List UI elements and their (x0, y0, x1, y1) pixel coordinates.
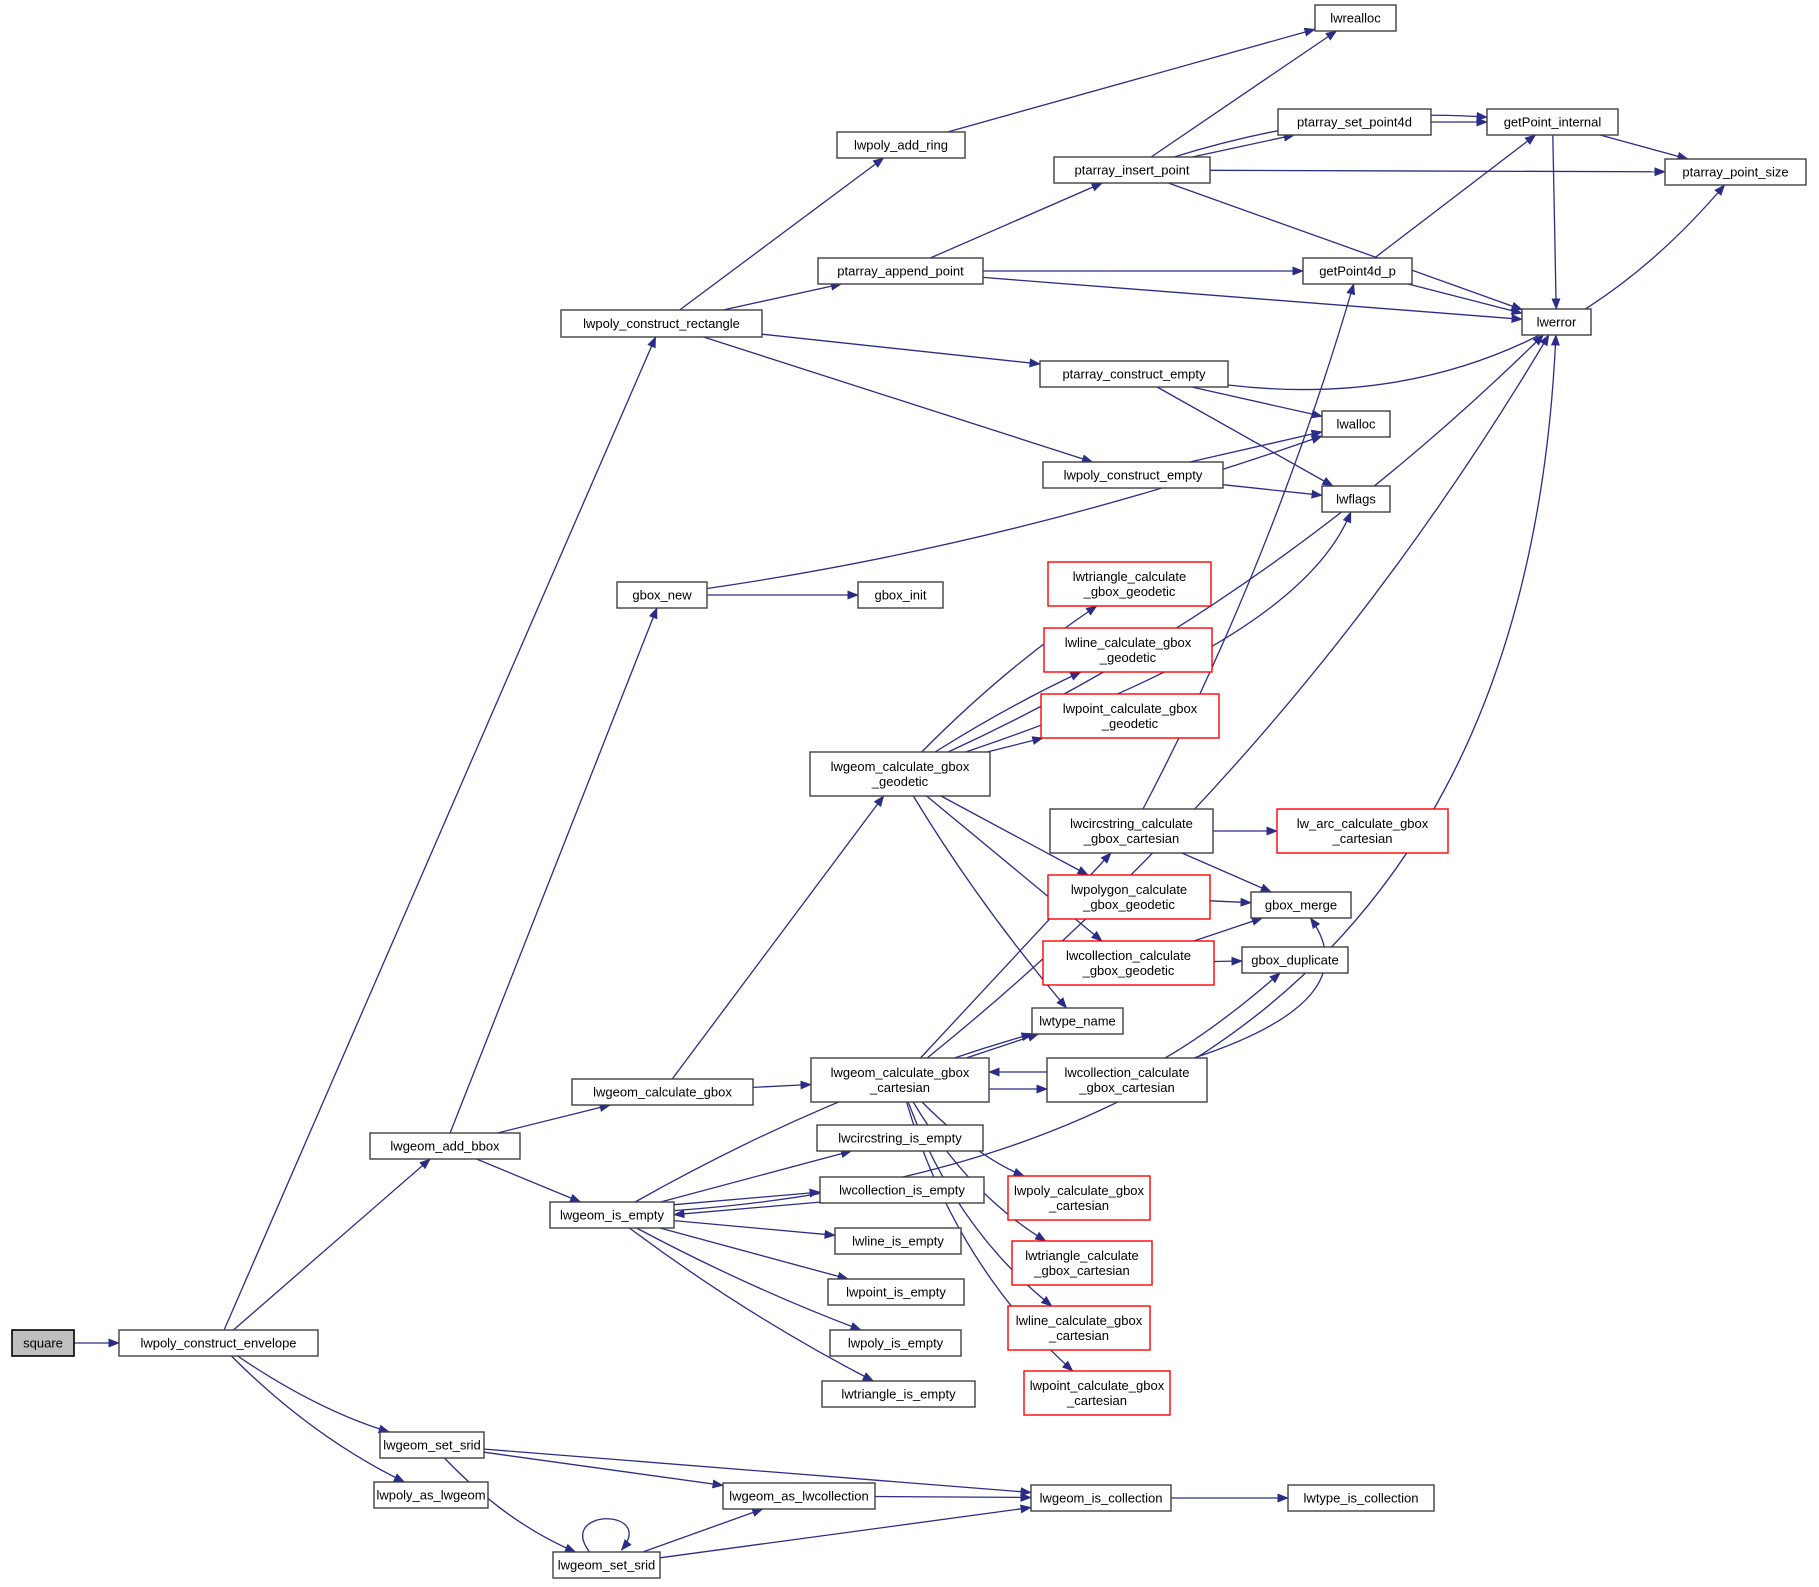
edge-lwgeom_as_lwcollection-to-lwgeom_is_collection (875, 1497, 1031, 1498)
edge-ptarray_construct_empty-to-lwalloc (1192, 387, 1322, 416)
node-label-ptarray_append_point: ptarray_append_point (837, 263, 964, 279)
edge-lwpolygon_calculate_gbox_geodetic-to-gbox_merge (1210, 901, 1251, 903)
edge-lwgeom_calculate_gbox_geodetic-to-lwpoint_calculate_gbox_geodetic (987, 738, 1043, 752)
node-lwtype_is_collection[interactable] (1288, 1485, 1434, 1511)
node-lwline_is_empty[interactable] (835, 1228, 961, 1254)
node-label-lwpolygon_calculate_gbox_geodetic: lwpolygon_calculate _gbox_geodetic (1070, 882, 1188, 912)
node-label-getPoint_internal: getPoint_internal (1503, 114, 1602, 130)
edge-ptarray_append_point-to-lwerror (983, 277, 1522, 319)
node-lwpoly_as_lwgeom[interactable] (374, 1482, 488, 1508)
edge-lwpoly_construct_rectangle-to-ptarray_append_point (723, 284, 841, 310)
edge-lwcollection_calculate_gbox_cartesian-to-gbox_merge (1194, 918, 1326, 1058)
edge-lwgeom_calculate_gbox_geodetic-to-lwerror (948, 335, 1543, 752)
node-label-lwgeom_is_empty: lwgeom_is_empty (559, 1207, 665, 1223)
edge-lwgeom_set_srid-to-lwgeom_as_lwcollection (484, 1452, 723, 1485)
node-lwgeom_set_srid[interactable] (380, 1432, 484, 1458)
node-lwgeom_is_collection[interactable] (1031, 1485, 1171, 1511)
node-label-square: square (23, 1335, 63, 1351)
node-lw_arc_calculate_gbox_cartesian[interactable] (1277, 809, 1448, 853)
edge-lwpoly_construct_empty-to-lwflags (1223, 485, 1322, 496)
node-label-lwpoly_is_empty: lwpoly_is_empty (847, 1335, 944, 1351)
edge-lwcollection_calculate_gbox_cartesian-to-gbox_duplicate (1165, 973, 1280, 1058)
node-label-gbox_merge: gbox_merge (1264, 897, 1338, 913)
edge-getPoint_internal-to-ptarray_point_size (1600, 135, 1688, 159)
node-lwgeom_is_empty[interactable] (550, 1202, 674, 1228)
node-getPoint_internal[interactable] (1487, 109, 1618, 135)
edge-gbox_new-to-lwalloc (707, 436, 1322, 589)
node-label-gbox_init: gbox_init (874, 587, 927, 603)
node-label-lwpoly_construct_empty: lwpoly_construct_empty (1063, 467, 1203, 483)
node-ptarray_set_point4d[interactable] (1278, 109, 1431, 135)
node-label-lwpoly_calculate_gbox_cartesian: lwpoly_calculate_gbox _cartesian (1013, 1183, 1145, 1213)
node-lwgeom_add_bbox[interactable] (370, 1133, 520, 1159)
node-lwpoly_add_ring[interactable] (837, 132, 965, 158)
node-lwtriangle_calculate_gbox_cartesian[interactable] (1012, 1241, 1152, 1285)
node-getPoint4d_p[interactable] (1303, 258, 1412, 284)
edge-lwpoly_construct_empty-to-lwalloc (1190, 432, 1322, 462)
node-lwcollection_calculate_gbox_cartesian[interactable] (1047, 1058, 1207, 1102)
edge-lwgeom_is_empty-to-lwcollection_is_empty (674, 1192, 820, 1205)
node-square[interactable] (12, 1330, 74, 1356)
node-label-lwtype_name: lwtype_name (1039, 1013, 1116, 1029)
edge-lwcollection_calculate_gbox_geodetic-to-gbox_duplicate (1214, 961, 1242, 962)
node-lwgeom_calculate_gbox_geodetic[interactable] (810, 752, 990, 796)
node-label-lwpoint_is_empty: lwpoint_is_empty (846, 1284, 946, 1300)
edge-lwgeom_calculate_gbox_cartesian-to-lwtype_name (966, 1034, 1038, 1058)
node-label-lwerror: lwerror (1536, 314, 1577, 330)
node-label-lwgeom_is_collection: lwgeom_is_collection (1039, 1490, 1163, 1506)
edge-ptarray_construct_empty-to-ptarray_point_size (1228, 185, 1725, 390)
node-label-lwtriangle_calculate_gbox_cartesian: lwtriangle_calculate _gbox_cartesian (1025, 1248, 1139, 1278)
edge-getPoint4d_p-to-lwerror (1408, 284, 1522, 313)
node-lwcircstring_is_empty[interactable] (817, 1125, 983, 1151)
node-lwcollection_is_empty[interactable] (820, 1177, 984, 1203)
edge-ptarray_append_point-to-ptarray_insert_point (930, 183, 1102, 258)
node-label-lwtriangle_calculate_gbox_geodetic: lwtriangle_calculate _gbox_geodetic (1072, 569, 1187, 599)
node-lwcircstring_calculate_gbox_cartesian[interactable] (1050, 809, 1213, 853)
edge-ptarray_insert_point-to-ptarray_point_size (1210, 170, 1665, 172)
node-lwpoly_is_empty[interactable] (830, 1330, 961, 1356)
edge-lwgeom_set_srid_2-to-lwgeom_is_collection (660, 1508, 1031, 1558)
edge-lwgeom_add_bbox-to-gbox_new (450, 608, 657, 1133)
node-label-lwcollection_calculate_gbox_geodetic: lwcollection_calculate _gbox_geodetic (1065, 948, 1192, 978)
node-label-lwcircstring_is_empty: lwcircstring_is_empty (838, 1130, 962, 1146)
node-lwflags[interactable] (1322, 486, 1390, 512)
node-label-getPoint4d_p: getPoint4d_p (1319, 263, 1396, 279)
node-label-lwline_is_empty: lwline_is_empty (852, 1233, 944, 1249)
edge-lwcollection_calculate_gbox_geodetic-to-gbox_merge (1194, 918, 1262, 941)
edge-lwpoly_construct_envelope-to-lwgeom_set_srid (238, 1356, 390, 1432)
node-label-ptarray_point_size: ptarray_point_size (1682, 164, 1789, 180)
edge-lwpoly_construct_envelope-to-lwgeom_add_bbox (233, 1159, 430, 1330)
node-lwrealloc[interactable] (1315, 5, 1396, 31)
node-label-lwgeom_calculate_gbox: lwgeom_calculate_gbox (593, 1084, 732, 1100)
node-lwpoly_construct_rectangle[interactable] (561, 310, 762, 337)
edge-lwgeom_set_srid_2-to-lwgeom_as_lwcollection (643, 1509, 763, 1552)
edge-lwpoly_add_ring-to-lwrealloc (948, 29, 1316, 132)
node-label-lwpoly_construct_rectangle: lwpoly_construct_rectangle (583, 316, 740, 331)
node-lwtriangle_is_empty[interactable] (822, 1381, 975, 1407)
node-lwpoint_calculate_gbox_cartesian[interactable] (1024, 1371, 1170, 1415)
node-lwerror[interactable] (1522, 309, 1591, 335)
node-label-lwpoly_construct_envelope: lwpoly_construct_envelope (140, 1335, 297, 1351)
node-lwpoly_calculate_gbox_cartesian[interactable] (1008, 1176, 1150, 1220)
edge-lwpoly_construct_envelope-to-lwpoly_as_lwgeom (231, 1356, 404, 1482)
node-label-lwcollection_calculate_gbox_cartesian: lwcollection_calculate _gbox_cartesian (1064, 1065, 1190, 1095)
node-lwpoly_construct_envelope[interactable] (119, 1330, 318, 1356)
node-lwgeom_calculate_gbox[interactable] (572, 1079, 753, 1105)
node-label-lwcircstring_calculate_gbox_cartesian: lwcircstring_calculate _gbox_cartesian (1070, 816, 1193, 846)
node-lwline_calculate_gbox_geodetic[interactable] (1044, 628, 1212, 672)
node-lwgeom_as_lwcollection[interactable] (723, 1483, 875, 1509)
edge-lwgeom_is_empty-to-lwline_is_empty (674, 1221, 835, 1236)
node-lwtriangle_calculate_gbox_geodetic[interactable] (1048, 562, 1211, 606)
node-ptarray_append_point[interactable] (818, 258, 983, 284)
node-ptarray_insert_point[interactable] (1054, 157, 1210, 183)
node-label-gbox_new: gbox_new (632, 587, 692, 603)
node-label-lwcollection_is_empty: lwcollection_is_empty (839, 1182, 965, 1198)
node-label-lwtriangle_is_empty: lwtriangle_is_empty (841, 1386, 956, 1402)
edge-getPoint_internal-to-lwerror (1553, 135, 1556, 309)
node-lwalloc[interactable] (1322, 411, 1390, 437)
node-gbox_new[interactable] (617, 582, 707, 608)
node-label-lwflags: lwflags (1336, 491, 1376, 507)
node-label-lwgeom_as_lwcollection: lwgeom_as_lwcollection (729, 1488, 869, 1504)
node-lwtype_name[interactable] (1032, 1008, 1123, 1034)
node-label-lwpoly_add_ring: lwpoly_add_ring (854, 137, 948, 153)
node-label-lwalloc: lwalloc (1336, 416, 1376, 432)
node-lwgeom_calculate_gbox_cartesian[interactable] (811, 1058, 989, 1102)
node-label-lwgeom_set_srid: lwgeom_set_srid (383, 1437, 481, 1453)
node-label-lwline_calculate_gbox_cartesian: lwline_calculate_gbox _cartesian (1015, 1313, 1143, 1343)
node-label-lwgeom_add_bbox: lwgeom_add_bbox (390, 1138, 500, 1154)
node-label-lwrealloc: lwrealloc (1330, 10, 1381, 26)
node-ptarray_point_size[interactable] (1665, 159, 1806, 185)
node-label-lwpoly_as_lwgeom: lwpoly_as_lwgeom (376, 1487, 486, 1503)
node-label-lwgeom_set_srid_2: lwgeom_set_srid (557, 1557, 656, 1573)
node-gbox_merge[interactable] (1251, 892, 1351, 918)
node-label-lwpoint_calculate_gbox_geodetic: lwpoint_calculate_gbox _geodetic (1062, 701, 1198, 731)
node-lwpoly_construct_empty[interactable] (1043, 462, 1223, 488)
node-label-ptarray_set_point4d: ptarray_set_point4d (1297, 114, 1412, 130)
node-lwgeom_set_srid_2[interactable] (553, 1552, 660, 1578)
edge-lwgeom_set_srid_2-to-lwgeom_set_srid_2 (583, 1519, 629, 1552)
node-label-lwtype_is_collection: lwtype_is_collection (1303, 1490, 1419, 1506)
node-ptarray_construct_empty[interactable] (1040, 361, 1228, 387)
edge-lwpoly_construct_rectangle-to-lwpoly_construct_empty (704, 337, 1093, 462)
node-label-lwgeom_calculate_gbox_geodetic: lwgeom_calculate_gbox _geodetic (830, 759, 970, 789)
edge-lwpoly_construct_envelope-to-lwpoly_construct_rectangle (224, 337, 655, 1330)
edge-lwpoly_construct_rectangle-to-lwpoly_add_ring (680, 158, 884, 310)
node-label-lwgeom_calculate_gbox_cartesian: lwgeom_calculate_gbox _cartesian (830, 1065, 970, 1095)
edge-getPoint4d_p-to-getPoint_internal (1375, 135, 1536, 258)
edge-lwgeom_is_empty-to-lwpoint_is_empty (660, 1228, 848, 1279)
edge-lwpoly_construct_rectangle-to-ptarray_construct_empty (762, 334, 1040, 364)
node-lwpoint_calculate_gbox_geodetic[interactable] (1041, 694, 1219, 738)
edge-lwgeom_calculate_gbox-to-lwgeom_calculate_gbox_cartesian (753, 1085, 811, 1088)
node-label-ptarray_insert_point: ptarray_insert_point (1074, 162, 1190, 178)
edge-lwgeom_calculate_gbox-to-lwgeom_calculate_gbox_geodetic (672, 796, 883, 1079)
node-lwpolygon_calculate_gbox_geodetic[interactable] (1048, 875, 1210, 919)
node-label-gbox_duplicate: gbox_duplicate (1251, 952, 1339, 968)
node-label-lw_arc_calculate_gbox_cartesian: lw_arc_calculate_gbox _cartesian (1296, 816, 1429, 846)
node-lwpoint_is_empty[interactable] (828, 1279, 964, 1305)
edge-lwgeom_add_bbox-to-lwgeom_calculate_gbox (497, 1105, 610, 1133)
node-lwcollection_calculate_gbox_geodetic[interactable] (1043, 941, 1214, 985)
node-label-lwline_calculate_gbox_geodetic: lwline_calculate_gbox _geodetic (1064, 635, 1192, 665)
edge-ptarray_insert_point-to-lwerror (1168, 183, 1522, 310)
node-gbox_init[interactable] (858, 582, 943, 608)
node-label-ptarray_construct_empty: ptarray_construct_empty (1062, 366, 1206, 382)
node-label-lwpoint_calculate_gbox_cartesian: lwpoint_calculate_gbox _cartesian (1029, 1378, 1165, 1408)
node-gbox_duplicate[interactable] (1242, 947, 1348, 973)
node-lwline_calculate_gbox_cartesian[interactable] (1008, 1306, 1150, 1350)
edge-lwgeom_add_bbox-to-lwgeom_is_empty (477, 1159, 581, 1202)
